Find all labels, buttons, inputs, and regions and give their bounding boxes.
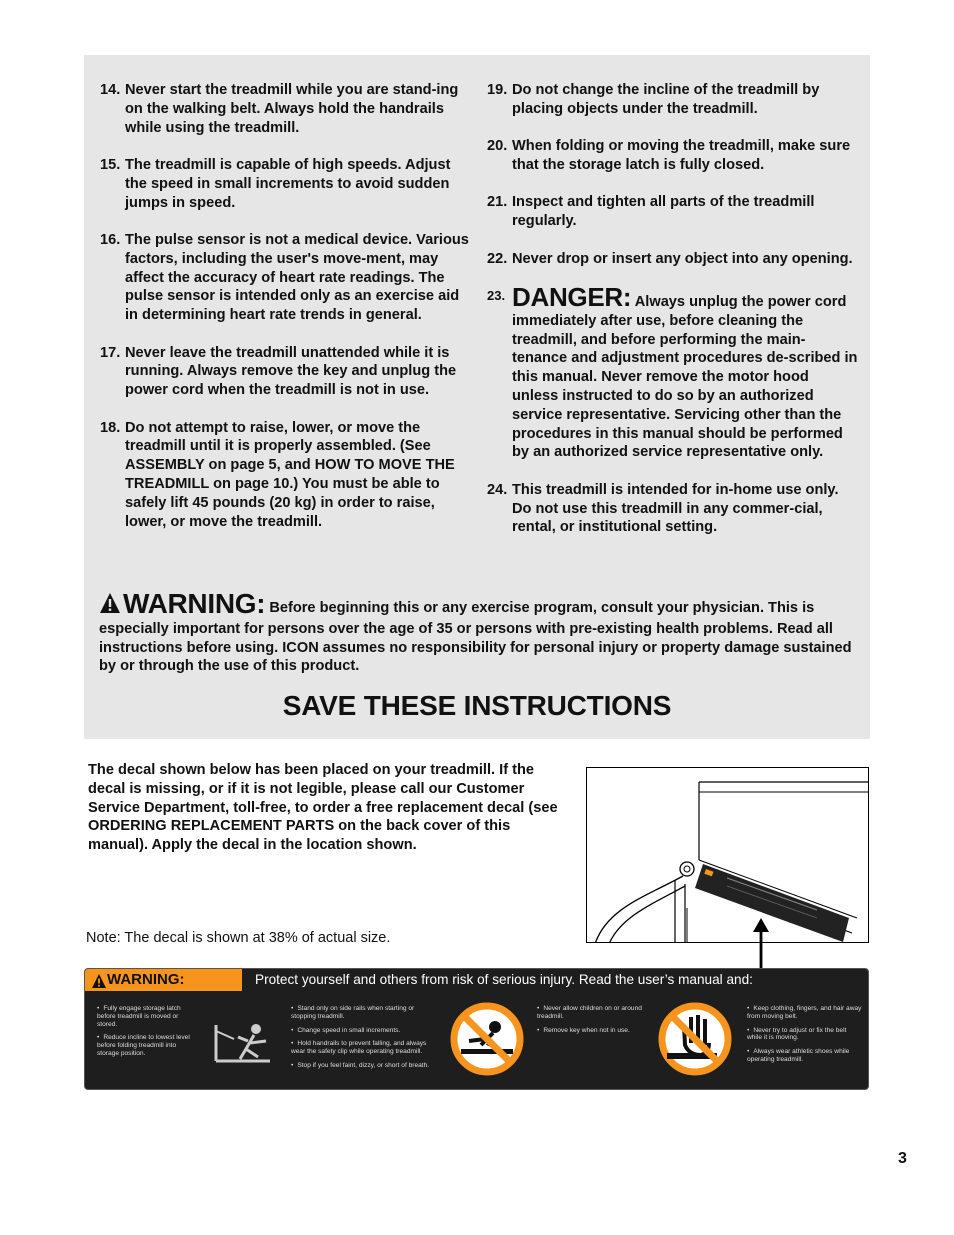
item-number: 24. xyxy=(487,481,508,498)
folding-treadmill-icon xyxy=(210,1019,280,1072)
warning-text: Before beginning this or any exercise program, consult your physician. This is especially important for persons over the age of 35 or persons with pre-existing health problems. Read all instructions before using. ICON assumes no responsibility for personal injury or property damage sustained by or through the use of this product. xyxy=(99,600,852,675)
decal-bullet: • Remove key when not in use. xyxy=(537,1027,647,1035)
no-hands-prohibition-icon xyxy=(655,999,735,1084)
item-number: 20. xyxy=(487,138,508,155)
item-text: The treadmill is capable of high speeds. Adjust the speed in small increments to avoid sudden jumps in speed. xyxy=(125,156,451,211)
precautions-left-column xyxy=(100,81,470,550)
danger-item xyxy=(487,281,859,462)
item-number: 19. xyxy=(487,82,508,98)
item-number: 16. xyxy=(100,231,121,248)
item-number: 18. xyxy=(100,419,121,436)
danger-heading: DANGER: xyxy=(512,281,632,312)
precaution-item xyxy=(487,137,859,175)
precaution-item xyxy=(100,156,470,212)
decal-bullet: • Hold handrails to prevent falling, and always wear the safety clip while operating treadmill. xyxy=(291,1040,436,1056)
item-number: 17. xyxy=(100,344,121,361)
decal-label-text: WARNING: xyxy=(107,971,185,988)
decal-bullet: • Never allow children on or around treadmill. xyxy=(537,1005,647,1021)
item-text: Do not attempt to raise, lower, or move the treadmill until it is properly assembled. (See ASSEMBLY on page 5, and HOW TO MOVE THE TREADMILL on page 10.) You must be able to safely lift 45 pounds (20 kg) in order to raise, lower, or move the treadmill. xyxy=(125,419,455,530)
decal-col-4 xyxy=(747,1005,862,1070)
decal-bullet: • Change speed in small increments. xyxy=(291,1027,436,1035)
decal-bullet: • Always wear athletic shoes while operating treadmill. xyxy=(747,1048,862,1064)
precaution-item xyxy=(100,81,470,137)
warning-triangle-icon xyxy=(92,973,106,995)
precaution-item xyxy=(487,81,859,119)
item-text: Never drop or insert any object into any opening. xyxy=(512,250,853,267)
warning-triangle-icon xyxy=(99,592,121,620)
precaution-item xyxy=(100,231,470,325)
item-number: 22. xyxy=(487,250,508,267)
treadmill-decal-location-illustration xyxy=(586,767,869,943)
decal-col-2 xyxy=(291,1005,436,1076)
precaution-item xyxy=(487,250,859,269)
decal-bullet: • Never try to adjust or fix the belt while it is moving. xyxy=(747,1027,862,1043)
item-number: 14. xyxy=(100,82,121,98)
item-number: 21. xyxy=(487,194,508,211)
decal-bullet: • Stand only on side rails when starting or stopping treadmill. xyxy=(291,1005,436,1021)
item-number: 15. xyxy=(100,156,121,173)
danger-text: Always unplug the power cord immediately after use, before cleaning the treadmill, and before performing the main-tenance and adjustment procedures de-scribed in this manual. Never remove the motor hood unless instructed to do so by an authorized service representative. Servicing other than the procedures in this manual should be performed by an authorized service representative only. xyxy=(512,293,858,461)
decal-bullet: • Reduce incline to lowest level before folding treadmill into storage position. xyxy=(97,1034,197,1057)
item-text: When folding or moving the treadmill, make sure that the storage latch is fully closed. xyxy=(512,138,851,173)
precaution-item xyxy=(487,481,859,537)
warning-decal xyxy=(84,968,869,1090)
decal-headline: Protect yourself and others from risk of serious injury. Read the user’s manual and: xyxy=(255,972,753,987)
decal-col-3 xyxy=(537,1005,647,1040)
precaution-item xyxy=(100,419,470,532)
precaution-item xyxy=(100,344,470,400)
item-number: 23. xyxy=(487,287,506,303)
save-title-text: SAVE THESE INSTRUCTIONS xyxy=(282,690,672,721)
decal-size-note: Note: The decal is shown at 38% of actual size. xyxy=(86,930,391,946)
warning-paragraph xyxy=(99,588,859,676)
no-children-prohibition-icon xyxy=(447,999,527,1084)
decal-bullet: • Keep clothing, fingers, and hair away from moving belt. xyxy=(747,1005,862,1021)
precautions-right-column xyxy=(487,81,859,556)
item-text: Never leave the treadmill unattended while it is running. Always remove the key and unplug the power cord when the treadmill is not in use. xyxy=(125,344,457,399)
precaution-item xyxy=(487,193,859,231)
warning-heading: WARNING: xyxy=(123,588,266,619)
item-text: The pulse sensor is not a medical device. Various factors, including the user's move-ment, may affect the accuracy of heart rate readings. The pulse sensor is intended only as an exercise aid in determining heart rate trends in general. xyxy=(125,231,469,324)
decal-bullet: • Fully engage storage latch before treadmill is moved or stored. xyxy=(97,1005,197,1028)
decal-description: The decal shown below has been placed on your treadmill. If the decal is missing, or if it is not legible, please call our Customer Service Department, toll-free, to order a free replacement decal (see ORDERING REPLACEMENT PARTS on the back cover of this manual). Apply the decal in the location shown. xyxy=(88,762,558,854)
decal-warning-label xyxy=(85,969,242,991)
danger-text-block xyxy=(512,281,859,462)
save-instructions-title xyxy=(0,690,954,722)
location-arrow xyxy=(752,918,770,973)
item-text: Never start the treadmill while you are stand-ing on the walking belt. Always hold the handrails while using the treadmill. xyxy=(125,82,459,136)
decal-col-1 xyxy=(97,1005,197,1064)
page-number: 3 xyxy=(898,1150,907,1167)
item-text: Inspect and tighten all parts of the treadmill regularly. xyxy=(512,194,815,230)
decal-bullet: • Stop if you feel faint, dizzy, or short of breath. xyxy=(291,1062,436,1070)
item-text: Do not change the incline of the treadmill by placing objects under the treadmill. xyxy=(512,82,820,117)
item-text: This treadmill is intended for in-home use only. Do not use this treadmill in any commer-cial, rental, or institutional setting. xyxy=(512,481,839,536)
